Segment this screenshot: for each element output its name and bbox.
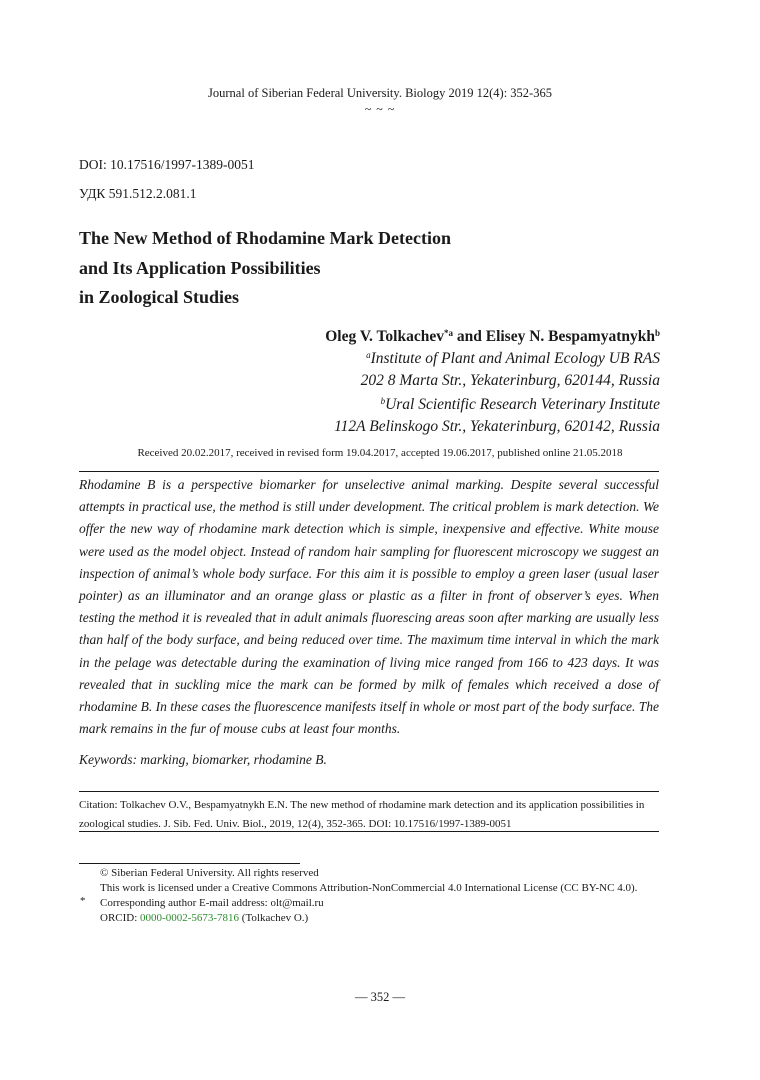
copyright-note: © Siberian Federal University. All rights reserved xyxy=(100,867,319,879)
author-conjunction: and xyxy=(452,328,486,345)
header-ornament: ~ ~ ~ xyxy=(364,102,396,116)
paper-title xyxy=(79,224,679,313)
citation-top-rule xyxy=(79,791,659,792)
license-note[interactable]: This work is licensed under a Creative Commons Attribution-NonCommercial 4.0 International License (CC BY-NC 4.0). xyxy=(100,882,638,894)
received-dates: Received 20.02.2017, received in revised form 19.04.2017, accepted 19.06.2017, published online 21.05.2018 xyxy=(137,447,623,459)
doi[interactable]: DOI: 10.17516/1997-1389-0051 xyxy=(79,157,255,172)
orcid-line xyxy=(100,911,308,927)
orcid-label: ORCID: xyxy=(100,912,141,924)
author-name: Elisey N. Bespamyatnykh xyxy=(485,328,655,345)
title-line: and Its Application Possibilities xyxy=(79,257,321,278)
affiliation-line: $^a$Institute of Plant and Animal Ecology UB RAS xyxy=(366,350,660,367)
affiliation-superscript: b xyxy=(380,396,386,406)
affiliation-superscript: a xyxy=(366,350,371,360)
udk-code: УДК 591.512.2.081.1 xyxy=(79,186,197,201)
journal-header: Journal of Siberian Federal University. Biology 2019 12(4): 352-365 xyxy=(208,86,552,100)
orcid-link[interactable]: 0000-0002-5673-7816 xyxy=(140,912,240,924)
affiliations xyxy=(334,345,660,437)
abstract: Rhodamine B is a perspective biomarker for unselective animal marking. Despite several successful attempts in practical use, the method is still under development. The critical problem is mark detection. We offer the new way of rhodamine mark detection which is simple, inexpensive and effective. White mouse were used as the model object. Instead of random hair sampling for fluorescent microscopy we suggest an inspection of animal’s whole body surface. For this aim it is possible to employ a green laser (usual laser pointer) as an illuminator and an orange glass or plastic as a filter in front of observer’s eyes. When testing the method it is revealed that in adult animals fluorescing areas soon after marking are usually less than half of the body surface, and being reduced over time. The maximum time interval in which the mark in the pelage was detectable during the examination of living mice ranged from 166 to 423 days. It was revealed that in suckling mice the mark can be formed by milk of females which received a dose of rhodamine B. In these cases the fluorescence manifests itself in whole or most part of the body surface. The mark remains in the fur of mouse cubs at least four months. xyxy=(79,477,659,737)
affiliation-line: 202 8 Marta Str., Yekaterinburg, 620144, Russia xyxy=(360,371,660,389)
footnote-star: * xyxy=(80,895,86,907)
author-superscript: b xyxy=(654,328,660,338)
keywords: Keywords: marking, biomarker, rhodamine B. xyxy=(79,752,327,767)
page-number: — 352 — xyxy=(355,990,405,1004)
affiliation-line: 112A Belinskogo Str., Yekaterinburg, 620142, Russia xyxy=(334,417,660,435)
title-line: The New Method of Rhodamine Mark Detection xyxy=(79,228,451,248)
citation: Citation: Tolkachev O.V., Bespamyatnykh E.N. The new method of rhodamine mark detection and its application possibilities in zoological studies. J. Sib. Fed. Univ. Biol., 2019, 12(4), 352-365. DOI: 10.17516/1997-1389-0051 xyxy=(79,799,645,830)
authors xyxy=(325,328,660,346)
affiliation-line: $^b$Ural Scientific Research Veterinary Institute xyxy=(380,396,660,413)
author-superscript: *a xyxy=(443,328,453,338)
author-name: Oleg V. Tolkachev xyxy=(325,328,444,345)
corresponding-author[interactable]: Corresponding author E-mail address: olt@mail.ru xyxy=(100,897,324,909)
abstract-top-rule xyxy=(79,471,659,472)
title-line: in Zoological Studies xyxy=(79,287,240,307)
footnote-rule xyxy=(79,863,300,864)
citation-bottom-rule xyxy=(79,831,659,832)
orcid-name: (Tolkachev O.) xyxy=(239,912,309,924)
